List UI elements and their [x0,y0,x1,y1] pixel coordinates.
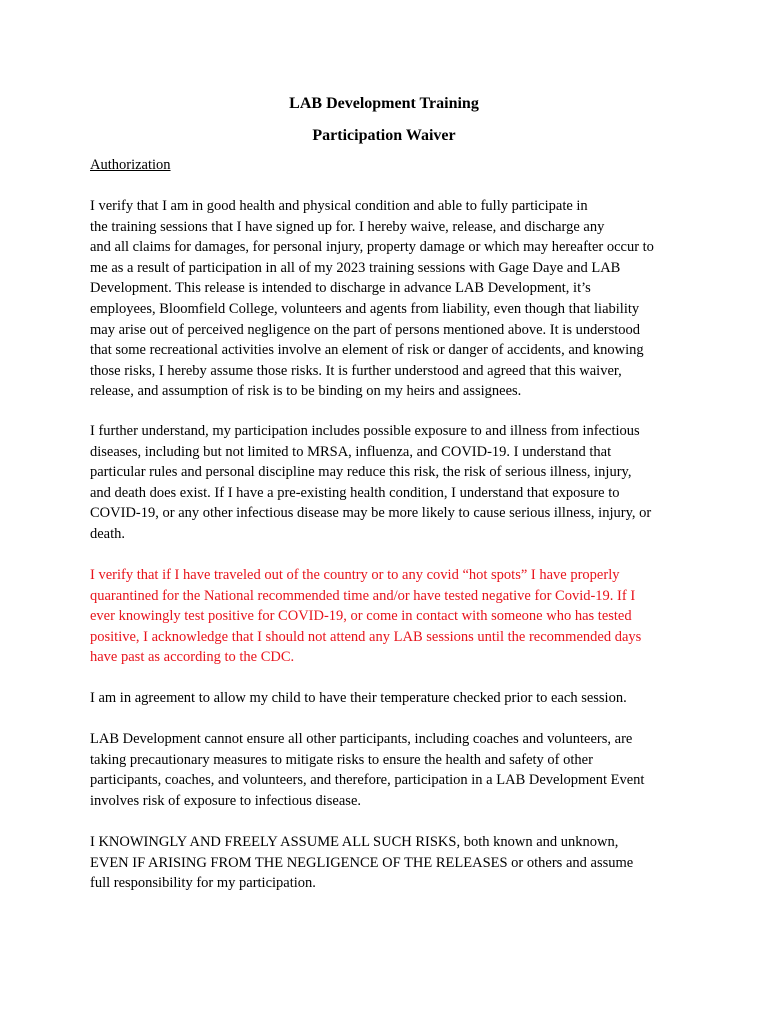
paragraph-line: full responsibility for my participation. [90,875,316,892]
paragraph-line: positive, I acknowledge that I should not attend any LAB sessions until the recommended days [90,628,642,645]
paragraph-line: and all claims for damages, for personal injury, property damage or which may hereafter occur to [90,239,654,256]
paragraph-line: taking precautionary measures to mitigate risks to ensure the health and safety of other [90,751,593,768]
paragraph-line: have past as according to the CDC. [90,649,295,666]
paragraph-line: release, and assumption of risk is to be binding on my heirs and assignees. [90,383,522,400]
paragraph-line: particular rules and personal discipline may reduce this risk, the risk of serious illness, injury, [90,464,632,481]
paragraph-line: quarantined for the National recommended time and/or have tested negative for Covid-19. If I [90,587,636,604]
section-heading-authorization: Authorization [90,157,171,173]
paragraph-line: Development. This release is intended to discharge in advance LAB Development, it’s [90,280,591,297]
paragraph-line: those risks, I hereby assume those risks. It is further understood and agreed that this waiver, [90,362,622,379]
paragraph-line: participants, coaches, and volunteers, and therefore, participation in a LAB Development Event [90,772,645,789]
paragraph-line: ever knowingly test positive for COVID-19, or come in contact with someone who has tested [90,608,632,625]
paragraph-line: may arise out of perceived negligence on the part of persons mentioned above. It is understood [90,321,641,338]
paragraph-line: diseases, including but not limited to MRSA, influenza, and COVID-19. I understand that [90,443,612,460]
paragraph-health-release [90,196,690,402]
paragraph-line: I KNOWINGLY AND FREELY ASSUME ALL SUCH RISKS, both known and unknown, [90,834,619,850]
paragraph-line: I verify that if I have traveled out of the country or to any covid “hot spots” I have properly [90,567,620,583]
paragraph-temperature-check [90,688,690,709]
paragraph-covid-travel [90,565,690,668]
paragraph-line: and death does exist. If I have a pre-existing health condition, I understand that exposure to [90,484,620,501]
paragraph-line: COVID-19, or any other infectious disease may be more likely to cause serious illness, injury, or [90,505,652,522]
paragraph-line: me as a result of participation in all of my 2023 training sessions with Gage Daye and LAB [90,259,621,276]
paragraph-line: EVEN IF ARISING FROM THE NEGLIGENCE OF THE RELEASES or others and assume [90,854,634,871]
paragraph-line: I am in agreement to allow my child to have their temperature checked prior to each session. [90,690,627,706]
paragraph-assume-risks [90,832,690,894]
paragraph-line: involves risk of exposure to infectious disease. [90,792,362,809]
paragraph-other-participants [90,729,690,811]
paragraph-line: that some recreational activities involve an element of risk or danger of accidents, and knowing [90,342,644,359]
paragraph-infectious-disease [90,421,690,545]
document-subtitle: Participation Waiver [312,127,456,144]
paragraph-line: the training sessions that I have signed up for. I hereby waive, release, and discharge any [90,218,605,235]
paragraph-line: employees, Bloomfield College, volunteers and agents from liability, even though that liability [90,300,640,317]
paragraph-line: I verify that I am in good health and physical condition and able to fully participate in [90,198,588,214]
paragraph-line: LAB Development cannot ensure all other participants, including coaches and volunteers, are [90,731,633,747]
document-title: LAB Development Training [289,95,479,112]
paragraph-line: I further understand, my participation includes possible exposure to and illness from infectious [90,423,640,439]
paragraph-line: death. [90,525,126,542]
